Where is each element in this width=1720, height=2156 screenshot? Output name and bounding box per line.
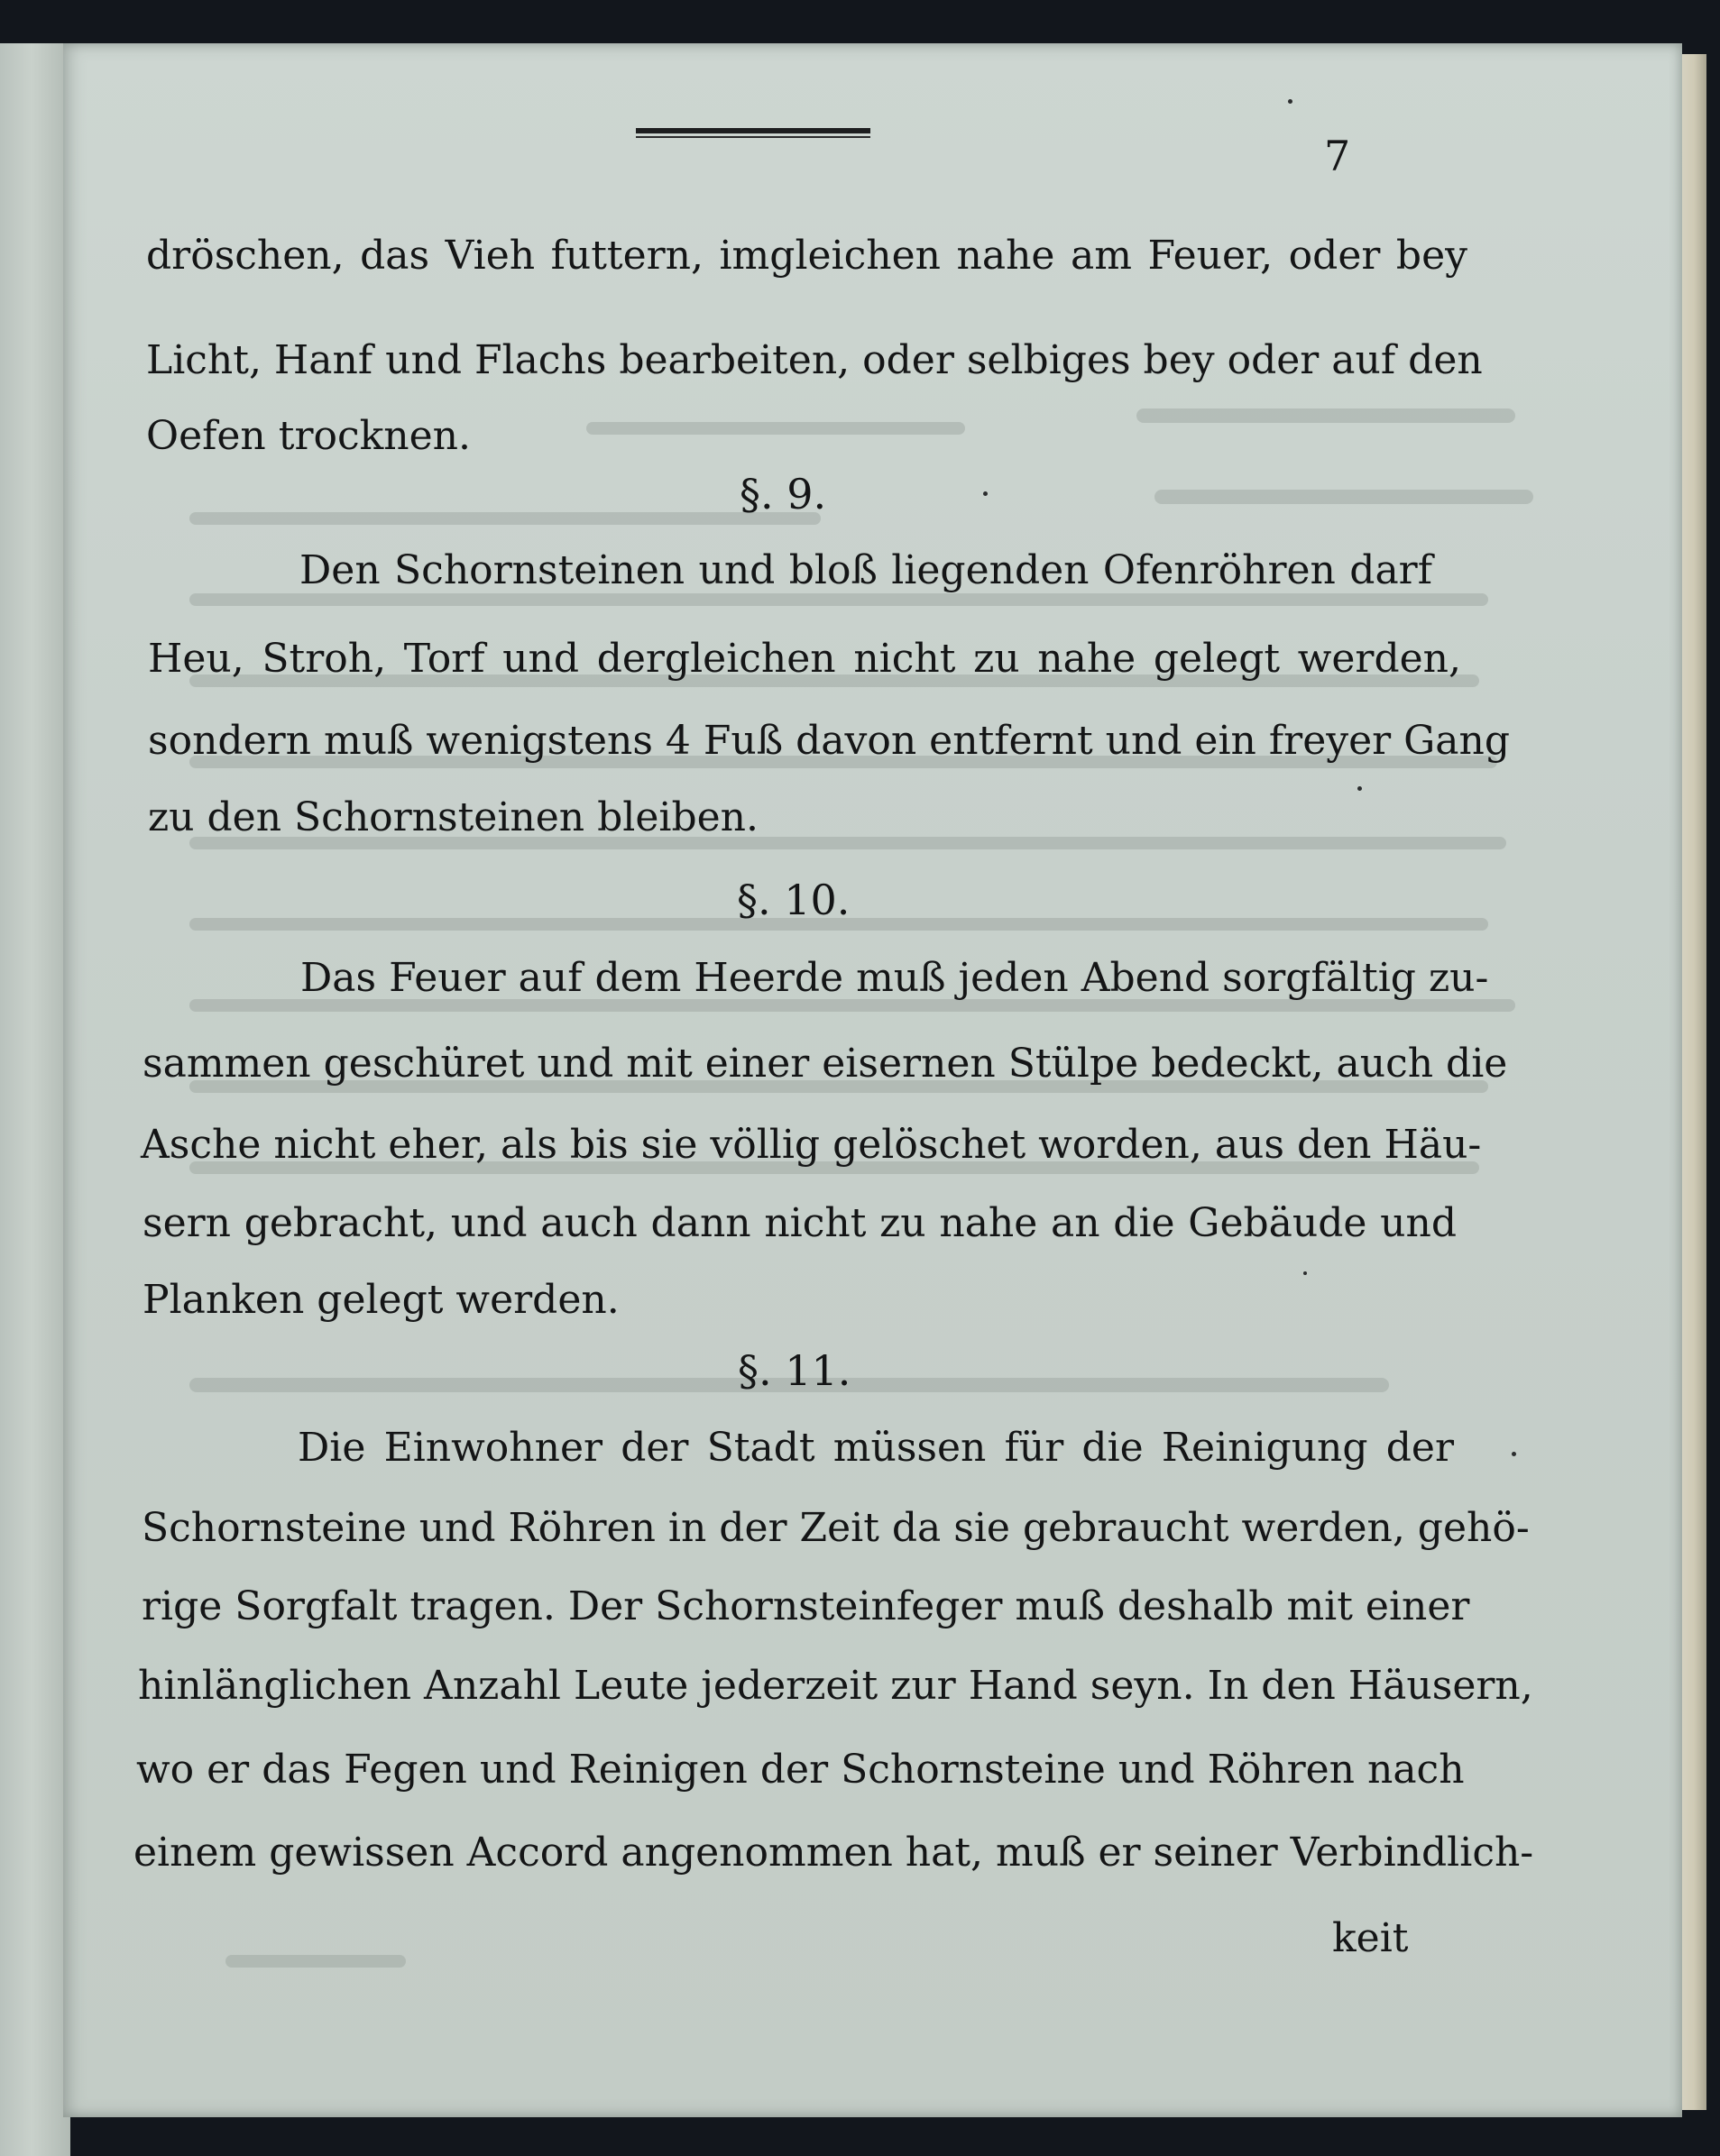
text-line: Licht, Hanf und Flachs bearbeiten, oder selbiges bey oder auf den	[146, 337, 1483, 383]
text-line: Oefen trocknen.	[146, 413, 471, 459]
header-rule	[636, 128, 870, 138]
paper-speck	[1288, 99, 1292, 104]
left-page-edge	[0, 43, 70, 2156]
section-heading: §. 9.	[740, 470, 827, 518]
paper-speck	[1357, 786, 1362, 791]
paper-speck	[983, 491, 988, 496]
text-line: dröschen, das Vieh futtern, imgleichen nahe am Feuer, oder bey	[146, 233, 1467, 279]
text-line: Heu, Stroh, Torf und dergleichen nicht zu nahe gelegt werden,	[148, 636, 1461, 682]
text-line: sern gebracht, und auch dann nicht zu nahe an die Gebäude und	[143, 1200, 1457, 1246]
text-line: Die Einwohner der Stadt müssen für die Reinigung der	[298, 1425, 1454, 1471]
catchword: keit	[1332, 1915, 1409, 1961]
text-line: rige Sorgfalt tragen. Der Schornsteinfeger muß deshalb mit einer	[142, 1583, 1470, 1629]
header-rule-thick	[636, 128, 870, 133]
page-number: 7	[1324, 132, 1351, 180]
section-heading: §. 10.	[737, 876, 851, 924]
text-line: sondern muß wenigstens 4 Fuß davon entfernt und ein freyer Gang	[148, 718, 1511, 764]
text-line: sammen geschüret und mit einer eisernen Stülpe bedeckt, auch die	[143, 1041, 1508, 1087]
text-line: Schornsteine und Röhren in der Zeit da sie gebraucht werden, gehö-	[142, 1505, 1530, 1551]
header-rule-thin	[636, 136, 870, 138]
text-line: wo er das Fegen und Reinigen der Schornsteine und Röhren nach	[136, 1747, 1465, 1793]
text-line: hinlänglichen Anzahl Leute jederzeit zur Hand seyn. In den Häusern,	[138, 1663, 1533, 1709]
text-line: Das Feuer auf dem Heerde muß jeden Abend sorgfältig zu-	[300, 955, 1489, 1001]
section-heading: §. 11.	[738, 1346, 851, 1395]
paper-speck	[1512, 1452, 1516, 1456]
text-line: einem gewissen Accord angenommen hat, muß er seiner Verbindlich-	[133, 1830, 1534, 1876]
text-line: zu den Schornsteinen bleiben.	[148, 794, 759, 840]
text-line: Asche nicht eher, als bis sie völlig gelöschet worden, aus den Häu-	[141, 1122, 1482, 1168]
text-line: Planken gelegt werden.	[143, 1277, 620, 1323]
paper-speck	[1303, 1271, 1307, 1275]
text-line: Den Schornsteinen und bloß liegenden Ofenröhren darf	[299, 547, 1432, 593]
